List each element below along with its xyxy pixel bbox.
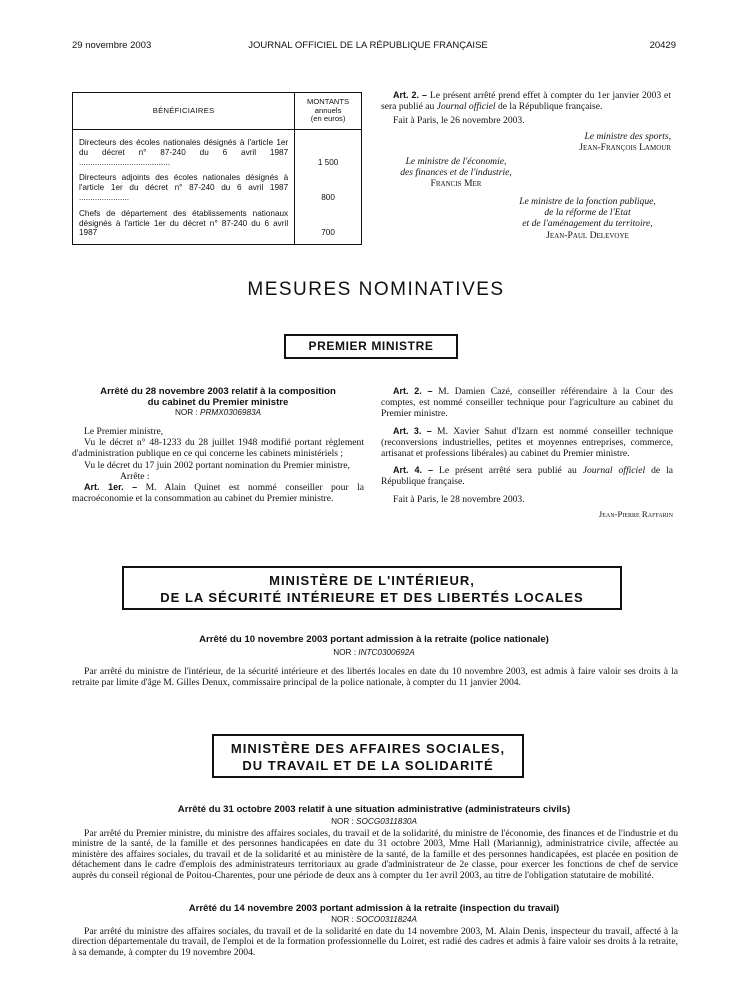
fait-a-paris: Fait à Paris, le 28 novembre 2003. [393,493,525,505]
article-text: M. Alain Quinet est nommé conseiller pour la macroéconomie et la consommation au cabinet du Premier ministre. [72,482,364,505]
row-description: Chefs de département des établissements nationaux désignés à l'article 1er du décret n° 87-240 du 6 avril 1987 [73,206,295,245]
article-label: Art. 2. – [393,90,428,100]
nor-code: SOCG0311830A [356,817,417,826]
signature-sports [381,131,671,153]
arrete-title-line: Arrêté du 28 novembre 2003 relatif à la composition [100,386,336,397]
affaires-sociales-ministry-box [212,734,524,778]
ministry-line: MINISTÈRE DE L'INTÉRIEUR, [269,573,475,588]
signature-title: Le ministre des sports, [584,131,671,142]
signature-economie [381,156,531,190]
paragraph: Par arrêté du ministre des affaires sociales, du travail et de la solidarité en date du 14 novembre 2003, M. Alain Denis, inspecteur du travail, affecté à la direction départementale du travail, de l'emploi et de la formation professionnelle du Loiret, est radié des cadres et admis à faire valoir ses droits à la retraite, à sa demande, à compter du 19 novembre 2004. [72,926,678,958]
row-amount: 800 [295,170,362,205]
premier-ministre-box: PREMIER MINISTRE [284,334,458,359]
row-description: Directeurs des écoles nationales désignés à l'article 1er du décret n° 87-240 du 6 avril 1987 ........................................ [73,130,295,171]
article-label: Art. 3. – [393,425,432,436]
table-row [73,170,362,205]
signature-name: Jean-François Lamour [579,142,671,154]
signature-name: Jean-Pierre Raffarin [598,508,673,519]
paragraph: Le Premier ministre, [84,426,164,437]
euros-label: (en euros) [310,114,346,124]
arrete-title [72,386,364,408]
journal-title: JOURNAL OFFICIEL DE LA RÉPUBLIQUE FRANÇAISE [248,40,488,51]
arrete-cabinet-left [72,386,364,504]
ministry-line: DU TRAVAIL ET DE LA SOLIDARITÉ [242,758,494,773]
arrete-cabinet-right [381,386,673,520]
arrete-retraite-police-title: Arrêté du 10 novembre 2003 portant admission à la retraite (police nationale) [199,634,549,645]
nor-code: PRMX0306983A [200,408,262,417]
article-label: Art. 1er. – [84,482,138,493]
table-row [73,206,362,245]
annuels-label: annuels [314,105,342,115]
nor-code: INTC0300692A [358,648,415,657]
nor-line [72,648,676,657]
signature-title: Le ministre de la fonction publique, [519,196,656,207]
signature-title: des finances et de l'industrie, [400,167,512,179]
beneficiaires-table [72,92,362,245]
fait-a-paris: Fait à Paris, le 26 novembre 2003. [393,115,525,127]
paragraph: Vu le décret du 17 juin 2002 portant nomination du Premier ministre, [84,459,350,471]
page-number: 20429 [649,40,676,51]
nor-label: NOR : [331,817,357,826]
arrete-retraite-inspection-body [72,927,678,958]
table-header-montants [295,93,362,130]
arrete-word: Arrête : [120,470,150,482]
article-text: Le présent arrêté sera publié au [433,465,583,477]
nor-code: SOCO0311824A [356,915,417,924]
beneficiaires-table-wrapper [72,92,362,245]
arrete-administrateurs-title: Arrêté du 31 octobre 2003 relatif à une situation administrative (administrateurs civils) [177,804,571,815]
article-text: de la République française. [381,465,673,488]
arrete-administrateurs-body [72,829,678,881]
mesures-nominatives-heading: MESURES NOMINATIVES [247,279,505,300]
article-2-sports [381,90,671,127]
article-label: Art. 2. – [393,386,433,396]
nor-label: NOR : [333,648,359,657]
journal-officiel-ref: Journal officiel [436,101,496,113]
ministry-line: DE LA SÉCURITÉ INTÉRIEURE ET DES LIBERTÉS LOCALES [160,590,584,605]
paragraph: Vu le décret n° 48-1233 du 28 juillet 1948 modifié portant règlement d'administration publique en ce qui concerne les cabinets ministériels ; [72,437,364,460]
arrete-title-line: du cabinet du Premier ministre [147,397,289,408]
nor-label: NOR : [174,408,201,417]
table-header-beneficiaires: BÉNÉFICIAIRES [73,93,295,130]
signature-title: et de l'aménagement du territoire, [522,218,653,230]
interieur-ministry-box [122,566,622,610]
signature-name: Jean-Paul Delevoye [546,229,629,241]
row-description: Directeurs adjoints des écoles nationales désignés à l'article 1er du décret n° 87-240 du 6 avril 1987 ...................... [73,170,295,205]
article-text: Le présent arrêté prend effet à compter du 1er janvier 2003 et sera publié au [381,90,671,113]
signature-title: de la réforme de l'Etat [544,207,631,219]
paragraph: Par arrêté du ministre de l'intérieur, de la sécurité intérieure et des libertés locales en date du 10 novembre 2003, est admis à faire valoir ses droits à la retraite par limite d'âge M. Gilles Denux, commissaire principal de la police nationale, à compter du 11 janvier 2004. [72,666,678,689]
signature-fonction-publique [500,196,675,241]
article-text: M. Damien Cazé, conseiller référendaire à la Cour des comptes, est nommé conseiller technique pour l'agriculture au cabinet du Premier ministre. [381,386,673,420]
nor-line [72,915,676,924]
ministry-line: MINISTÈRE DES AFFAIRES SOCIALES, [230,741,506,756]
paragraph: Par arrêté du Premier ministre, du ministre des affaires sociales, du travail et de la solidarité, du ministre de l'économie, des finances et de l'industrie et du ministre de la santé, de la famille et des personnes handicapées en date du 31 octobre 2003, Mme Hall (Mariannig), administratrice civile, affectée au ministère des affaires sociales, du travail et de la solidarité et au ministère de la santé, de la famille et des personnes handicapées, est placée en position de détachement dans le cadre d'emplois des administrateurs territoriaux au grade d'administrateur de 2e classe, pour exercer les fonctions de chef de service auprès du conseil régional de Poitou-Charentes, pour une période de deux ans à compter du 1er avril 2003, au titre de l'obligation statutaire de mobilité. [72,828,678,881]
nor-label: NOR : [331,915,357,924]
article-text: M. Xavier Sahut d'Izarn est nommé conseiller technique (reconversions industrielles, petites et moyennes entreprises, commerce, artisanat et professions libérales) au cabinet du Premier ministre. [381,425,673,460]
signature-title: Le ministre de l'économie, [405,156,507,167]
signature-name: Francis Mer [430,178,482,190]
article-label: Art. 4. – [393,465,434,476]
header-date: 29 novembre 2003 [72,40,152,51]
arrete-retraite-police-body [72,666,678,688]
nor-line [72,817,676,826]
arrete-retraite-inspection-title: Arrêté du 14 novembre 2003 portant admission à la retraite (inspection du travail) [188,903,560,914]
nor-line [72,408,364,418]
journal-officiel-ref: Journal officiel [582,465,646,477]
article-text: de la République française. [495,101,603,113]
row-amount: 1 500 [295,130,362,171]
montants-label: MONTANTS [307,97,350,107]
row-amount: 700 [295,206,362,245]
table-row [73,130,362,171]
